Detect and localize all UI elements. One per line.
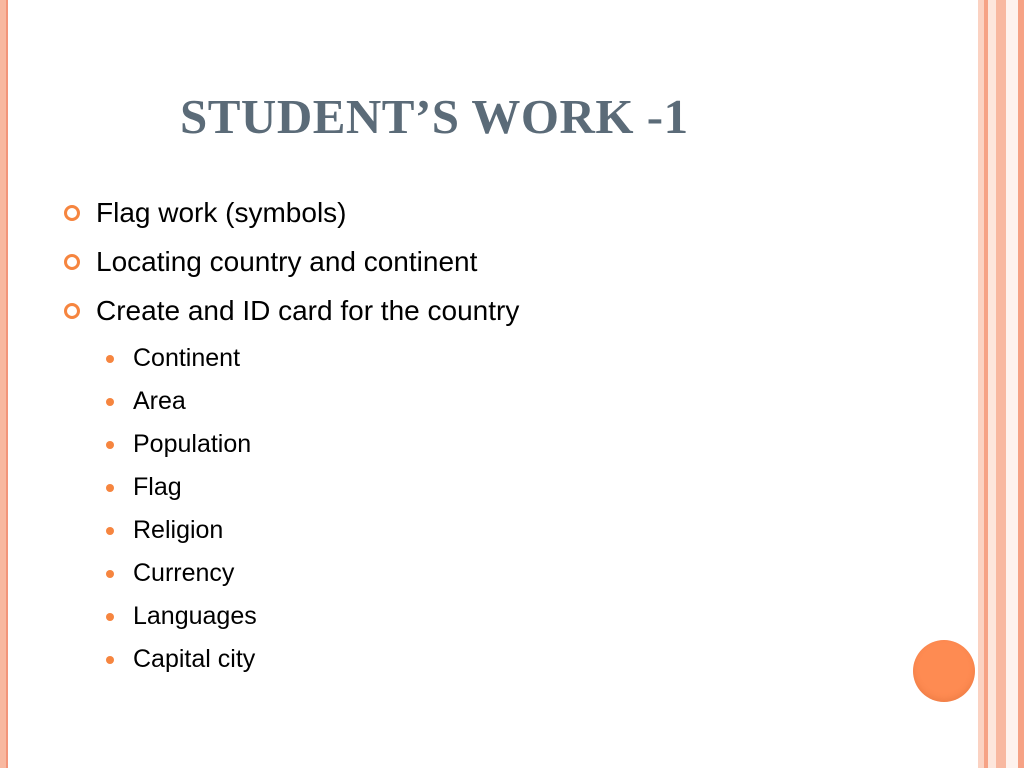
orange-dot-icon bbox=[106, 570, 114, 578]
sub-bullet-item bbox=[106, 466, 938, 509]
stripe bbox=[1018, 0, 1024, 768]
sub-bullet-text: Area bbox=[133, 387, 186, 415]
orange-dot-icon bbox=[106, 613, 114, 621]
sub-bullet-item bbox=[106, 423, 938, 466]
sub-bullet-item bbox=[106, 638, 938, 681]
slide-title: STUDENT’S WORK -1 bbox=[180, 89, 689, 144]
sub-bullet-item bbox=[106, 380, 938, 423]
hollow-orange-ring-icon bbox=[64, 254, 80, 270]
bullet-list bbox=[58, 188, 938, 681]
orange-dot-icon bbox=[106, 527, 114, 535]
sub-bullet-item bbox=[106, 552, 938, 595]
sub-bullet-text: Currency bbox=[133, 559, 235, 587]
sub-bullet-item bbox=[106, 595, 938, 638]
sub-bullet-text: Languages bbox=[133, 602, 257, 630]
sub-bullet-text: Population bbox=[133, 430, 252, 458]
bullet-item bbox=[58, 286, 938, 335]
stripe bbox=[996, 0, 1006, 768]
orange-dot-icon bbox=[106, 656, 114, 664]
hollow-orange-ring-icon bbox=[64, 303, 80, 319]
orange-circle-icon bbox=[913, 640, 975, 702]
sub-bullet-text: Religion bbox=[133, 516, 224, 544]
stripe bbox=[1006, 0, 1018, 768]
hollow-orange-ring-icon bbox=[64, 205, 80, 221]
bullet-item bbox=[58, 188, 938, 237]
sub-bullet-text: Flag bbox=[133, 473, 182, 501]
right-stripes-decoration bbox=[978, 0, 1024, 768]
sub-bullet-item bbox=[106, 337, 938, 380]
sub-bullet-list bbox=[106, 335, 938, 681]
bullet-text: Locating country and continent bbox=[96, 245, 478, 277]
bullet-text: Create and ID card for the country bbox=[96, 294, 520, 326]
orange-dot-icon bbox=[106, 355, 114, 363]
bullet-text: Flag work (symbols) bbox=[96, 196, 347, 228]
sub-bullet-text: Capital city bbox=[133, 645, 256, 673]
orange-dot-icon bbox=[106, 398, 114, 406]
orange-dot-icon bbox=[106, 441, 114, 449]
bullet-item bbox=[58, 237, 938, 286]
orange-dot-icon bbox=[106, 484, 114, 492]
sub-bullet-text: Continent bbox=[133, 344, 241, 372]
stripe bbox=[988, 0, 996, 768]
left-border-decoration bbox=[0, 0, 8, 768]
sub-bullet-item bbox=[106, 509, 938, 552]
